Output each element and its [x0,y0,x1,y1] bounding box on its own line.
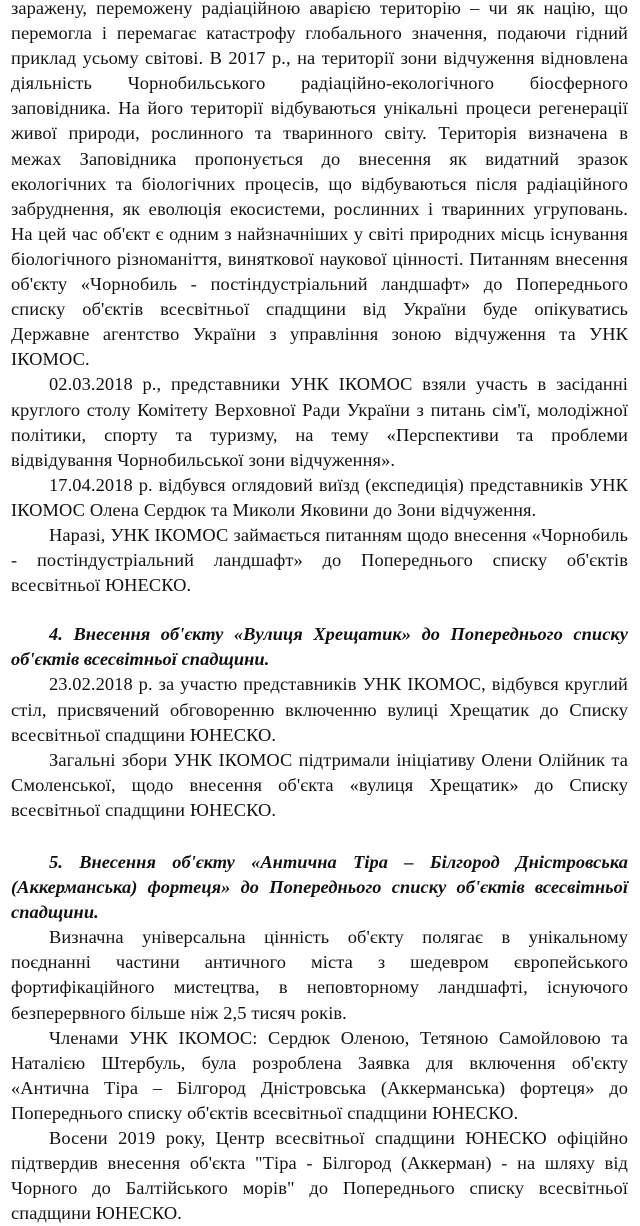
section-heading: 5. Внесення об'єкту «Антична Тіра – Білгород Дністровська (Аккерманська) фортеця» до Попереднього списку об'єктів всесвітньої спадщини. [11,852,628,923]
body-paragraph: 23.02.2018 р. за участю представників УНК ІКОМОС, відбувся круглий стіл, присвячений обговоренню включенню вулиці Хрещатик до Списку всесвітньої спадщини ЮНЕСКО. [11,674,628,745]
paragraph-spacer [11,823,628,850]
document-text-body [11,0,628,1226]
body-paragraph: Загальні збори УНК ІКОМОС підтримали ініціативу Олени Олійник та Смоленської, щодо внесення об'єкта «вулиця Хрещатик» до Списку всесвітньої спадщини ЮНЕСКО. [11,749,628,820]
body-paragraph: 02.03.2018 р., представники УНК ІКОМОС взяли участь в засіданні круглого столу Комітету Верховної Ради України з питань сім'ї, молодіжної політики, спорту та туризму, на тему «Перспективи та проблеми відвідування Чорнобильської зони відчуження». [11,374,628,470]
body-paragraph: заражену, переможену радіаційною аварією територію – чи як націю, що перемогла і перемагає катастрофу глобального значення, подаючи гідний приклад усьому світові. В 2017 р., на території зони відчуження відновлена діяльність Чорнобильського радіаційно-екологічного біосферного заповідника. На його території відбуваються унікальні процеси регенерації живої природи, рослинного та тваринного світу. Територія визначена в межах Заповідника пропонується до внесення як видатний зразок екологічних та біологічних процесів, що відбуваються після радіаційного забруднення, як еволюція екосистеми, рослинних і тваринних угруповань. На цей час об'єкт є одним з найзначніших у світі природних місць існування біологічного різноманіття, виняткової наукової цінності. Питанням внесення об'єкту «Чорнобиль - постіндустріальний ландшафт» до Попереднього списку об'єктів всесвітньої спадщини від України буде опікуватись Державне агентство України з управління зоною відчуження та УНК ІКОМОС. [11,0,628,370]
body-paragraph: Наразі, УНК ІКОМОС займається питанням щодо внесення «Чорнобиль - постіндустріальний ландшафт» до Попереднього списку об'єктів всесвітньої ЮНЕСКО. [11,524,628,596]
section-heading: 4. Внесення об'єкту «Вулиця Хрещатик» до Попереднього списку об'єктів всесвітньої спадщини. [11,624,628,670]
body-paragraph: Восени 2019 року, Центр всесвітньої спадщини ЮНЕСКО офіційно підтвердив внесення об'єкта "Тіра - Білгород (Аккерман) - на шляху від Чорного до Балтійського морів" до Попереднього списку всесвітньої спадщини ЮНЕСКО. [11,1128,628,1224]
body-paragraph: Членами УНК ІКОМОС: Сердюк Оленою, Тетяною Самойловою та Наталією Штербуль, була розроблена Заявка для включення об'єкту «Антична Тіра – Білгород Дністровська (Аккерманська) фортеця» до Попереднього списку об'єктів всесвітньої спадщини ЮНЕСКО. [11,1027,628,1123]
body-paragraph: Визначна універсальна цінність об'єкту полягає в унікальному поєднанні частини античного міста з шедевром європейського фортифікаційного мистецтва, в неповторному ландшафті, існуючого безперервного більше ніж 2,5 тисяч років. [11,927,628,1023]
body-paragraph: 17.04.2018 р. відбувся оглядовий виїзд (експедиція) представників УНК ІКОМОС Олена Сердюк та Миколи Яковини до Зони відчуження. [11,474,628,520]
paragraph-spacer [11,598,628,622]
